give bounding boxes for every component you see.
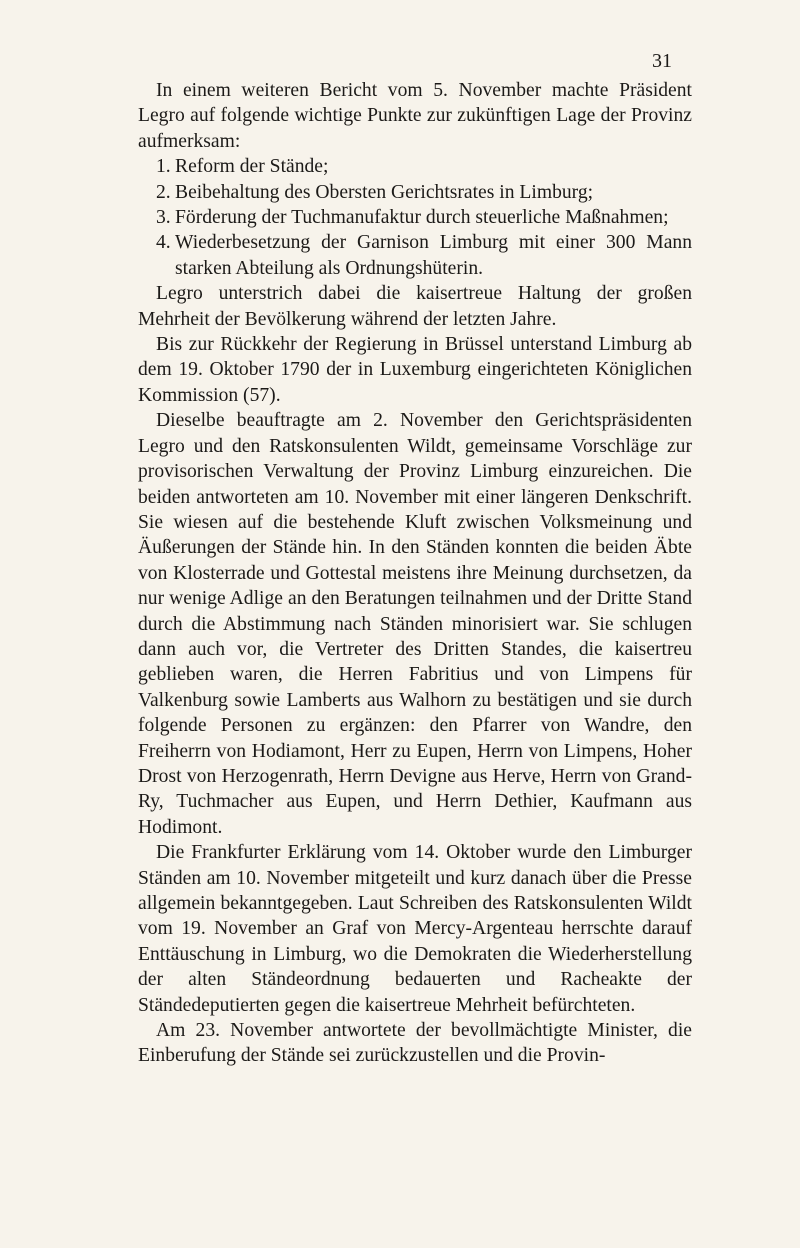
paragraph: Am 23. November antwortete der bevollmächtigte Minister, die Einberufung der Stände sei zurückzustellen und die Provin- (138, 1020, 692, 1067)
list-item-number: 1. (156, 156, 171, 178)
paragraph: Dieselbe beauftragte am 2. November den Gerichtspräsidenten Legro und den Ratskonsulenten Wildt, gemeinsame Vorschläge zur provisorischen Verwaltung der Provinz Limburg einzureichen. Die beiden antworteten am 10. November mit einer längeren Denkschrift. Sie wiesen auf die bestehende Kluft zwischen Volksmeinung und Äußerungen der Stände hin. In den Ständen konnten die beiden Äbte von Klosterrade und Gottestal meistens ihre Meinung durchsetzen, da nur wenige Adlige an den Beratungen teilnahmen und der Dritte Stand durch die Abstimmung nach Ständen minorisiert war. Sie schlugen dann auch vor, die Vertreter des Dritten Standes, die kaisertreu geblieben waren, die Herren Fabritius und von Limpens für Valkenburg sowie Lamberts aus Walhorn zu bestätigen und sie durch folgende Personen zu ergänzen: den Pfarrer von Wandre, den Freiherrn von Hodiamont, Herr zu Eupen, Herrn von Limpens, Hoher Drost von Herzogenrath, Herrn Devigne aus Herve, Herrn von Grand-Ry, Tuchmacher aus Eupen, und Herrn Dethier, Kaufmann aus Hodimont. (138, 410, 692, 838)
list-item (138, 205, 692, 230)
paragraph: Die Frankfurter Erklärung vom 14. Oktober wurde den Limburger Ständen am 10. November mitgeteilt und kurz danach über die Presse allgemein bekanntgegeben. Laut Schreiben des Ratskonsulenten Wildt vom 19. November an Graf von Mercy-Argenteau herrschte darauf Enttäuschung in Limburg, wo die Demokraten die Wiederherstellung der alten Ständeordnung bedauerten und Racheakte der Ständedeputierten gegen die kaisertreue Mehrheit befürchteten. (138, 842, 692, 1016)
body-text (138, 78, 692, 1069)
list-item-text: Beibehaltung des Obersten Gerichtsrates in Limburg; (175, 181, 594, 203)
list-item (138, 230, 692, 281)
paragraph: Bis zur Rückkehr der Regierung in Brüssel unterstand Limburg ab dem 19. Oktober 1790 der in Luxemburg eingerichteten Königlichen Kommission (57). (138, 334, 692, 406)
list-item-text: Förderung der Tuchmanufaktur durch steuerliche Maßnahmen; (175, 207, 669, 229)
numbered-list (138, 154, 692, 281)
list-item (138, 154, 692, 179)
page-number: 31 (652, 50, 672, 72)
intro-paragraph: In einem weiteren Bericht vom 5. November machte Präsident Legro auf folgende wichtige Punkte zur zukünftigen Lage der Provinz aufmerksam: (138, 80, 692, 152)
list-item-number: 4. (156, 232, 171, 254)
list-item-text: Reform der Stände; (175, 156, 329, 178)
paragraph: Legro unterstrich dabei die kaisertreue Haltung der großen Mehrheit der Bevölkerung während der letzten Jahre. (138, 283, 692, 330)
list-item-text: Wiederbesetzung der Garnison Limburg mit einer 300 Mann starken Abteilung als Ordnungshüterin. (175, 232, 692, 279)
list-item-number: 2. (156, 181, 171, 203)
list-item (138, 180, 692, 205)
list-item-number: 3. (156, 207, 171, 229)
